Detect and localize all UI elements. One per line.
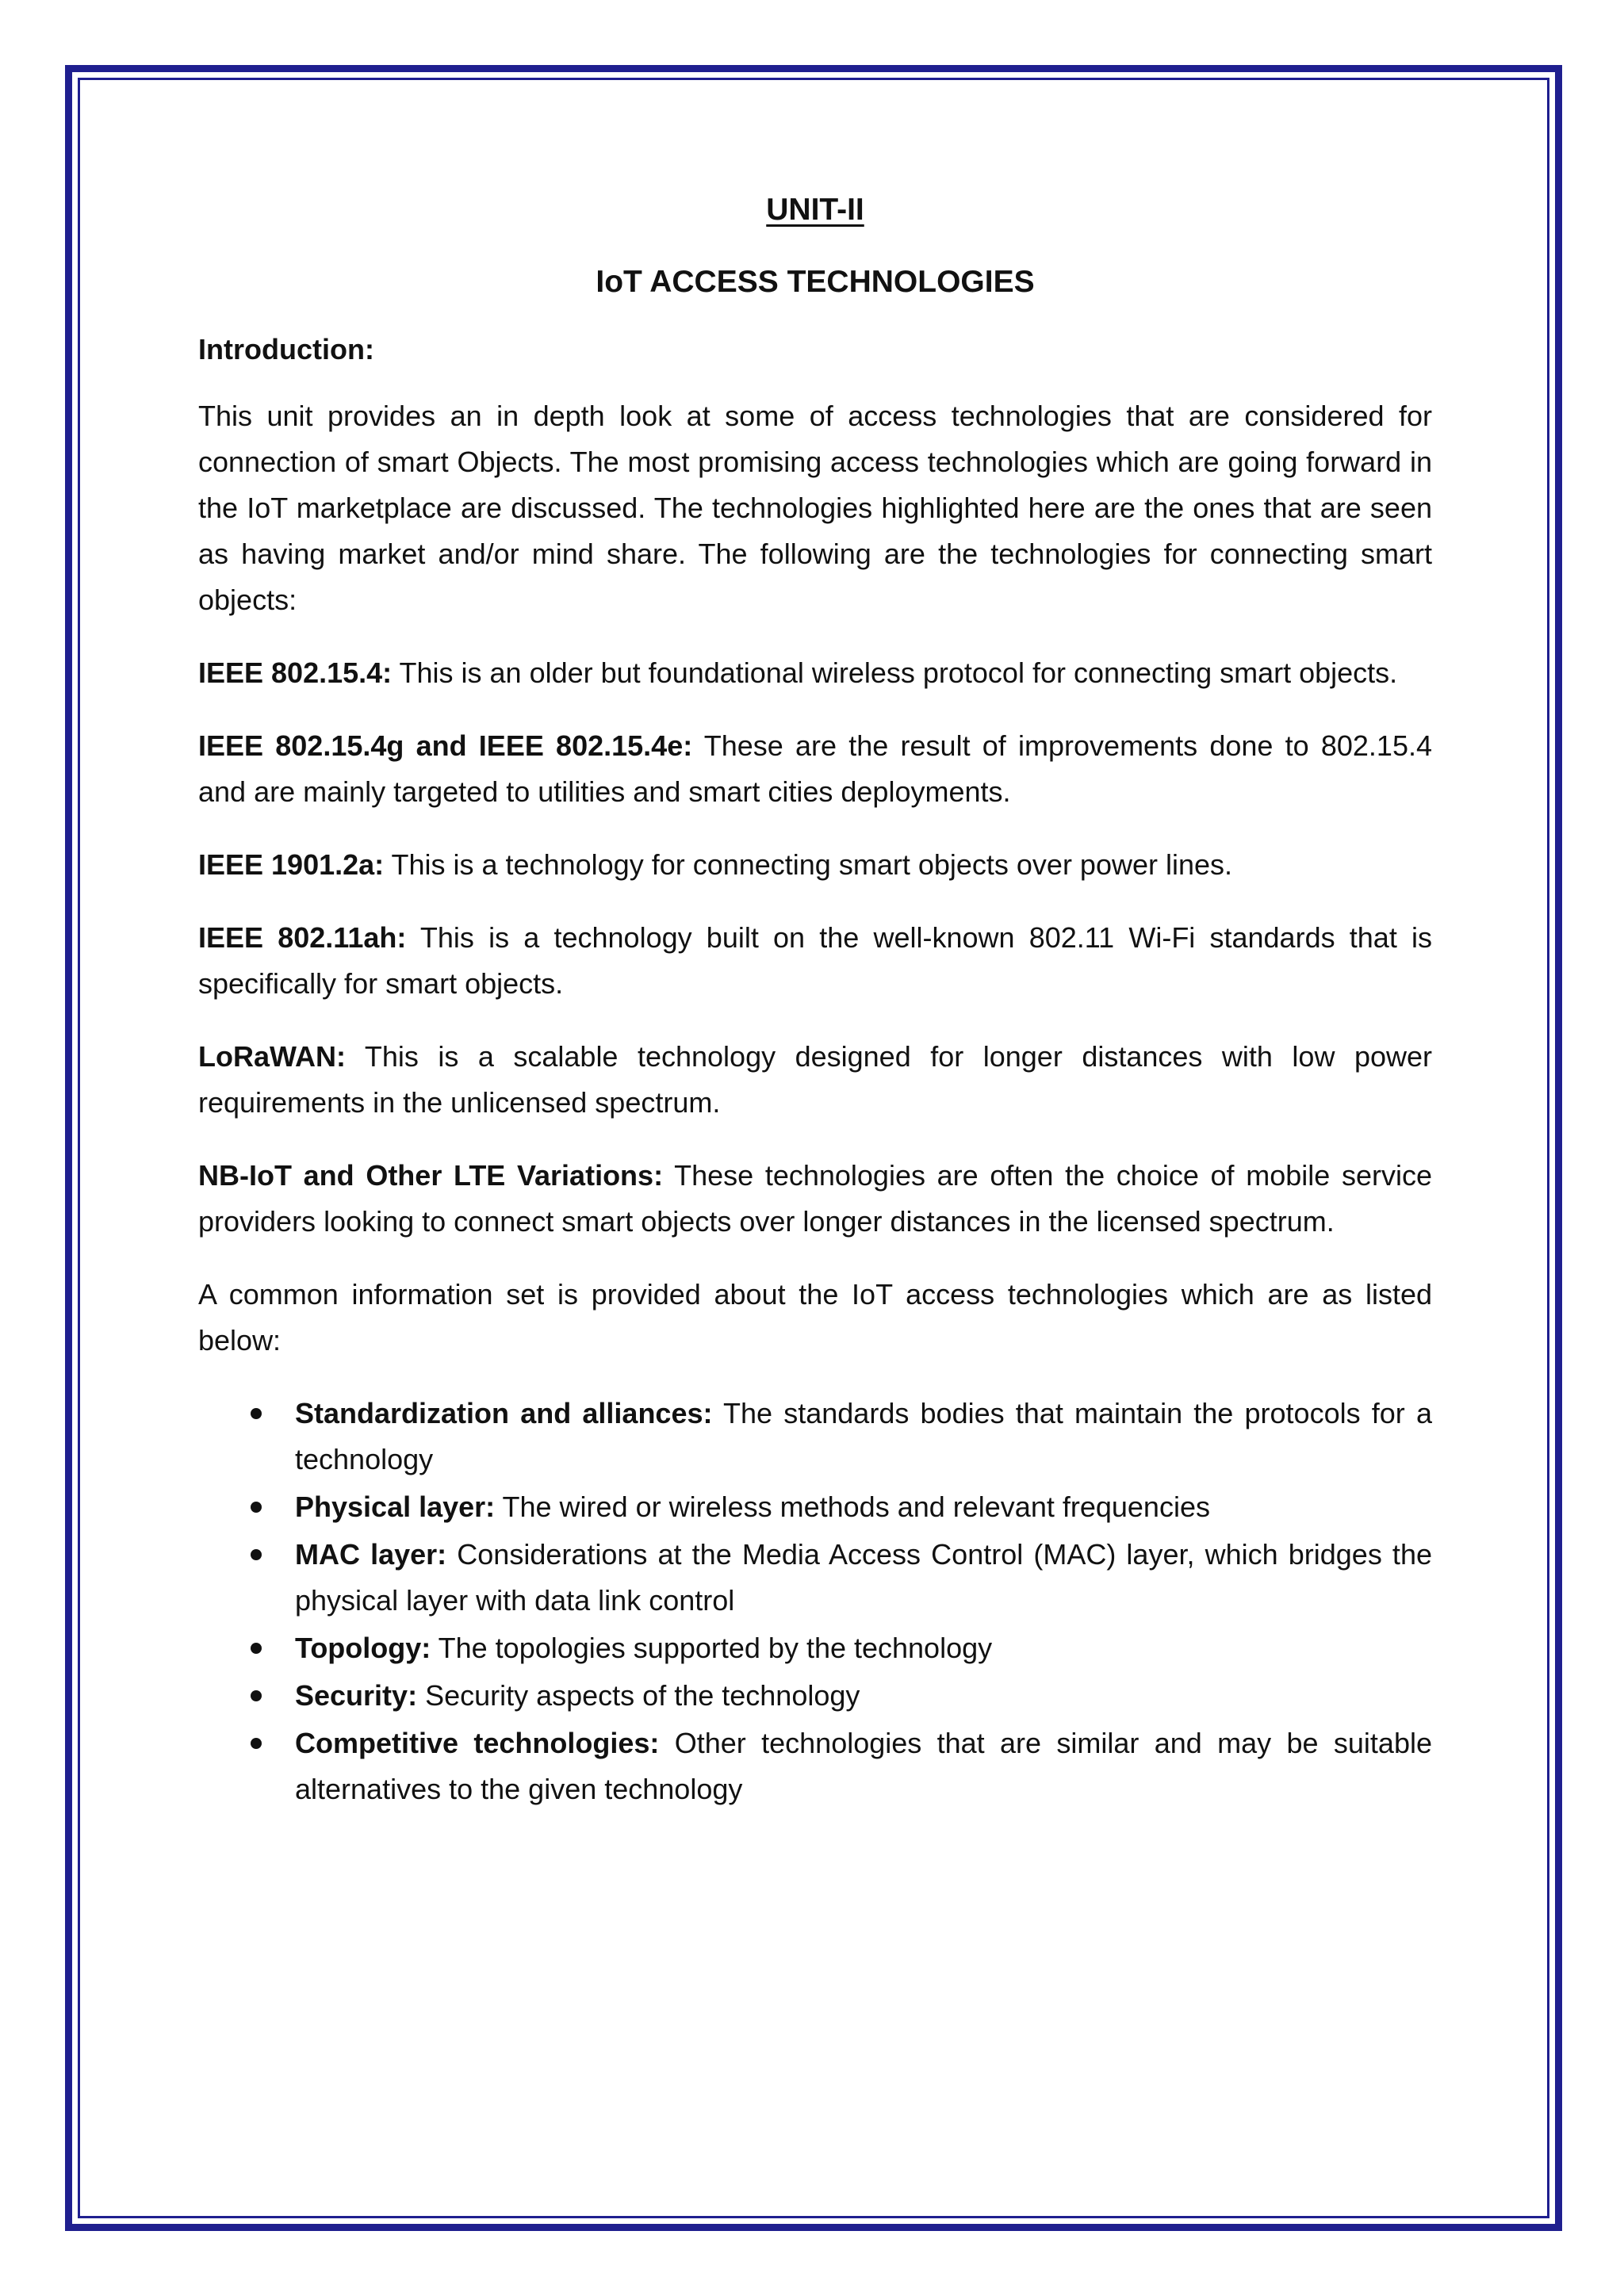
technology-description: This is a technology for connecting smart objects over power lines.: [384, 848, 1233, 881]
document-title: IoT ACCESS TECHNOLOGIES: [596, 264, 1035, 299]
technology-ieee-802-11ah: [198, 915, 1432, 1007]
bullet-icon: [251, 1690, 262, 1701]
list-item: [198, 1673, 1432, 1719]
list-item-term: Physical layer:: [295, 1490, 496, 1523]
technology-description: This is a technology built on the well-known 802.11 Wi-Fi standards that is specifically for smart objects.: [198, 920, 1433, 1000]
bullet-icon: [251, 1643, 262, 1654]
technology-term: LoRaWAN:: [198, 1039, 346, 1073]
list-item: [198, 1484, 1432, 1530]
technology-description: These technologies are often the choice of mobile service providers looking to connect smart objects over longer distances in the licensed spectrum.: [198, 1158, 1432, 1238]
list-item-description: Other technologies that are similar and may be suitable alternatives to the given technology: [295, 1726, 1432, 1805]
technology-description: This is an older but foundational wireless protocol for connecting smart objects.: [392, 656, 1398, 689]
list-item: [198, 1625, 1432, 1671]
list-item-description: The wired or wireless methods and relevant frequencies: [495, 1490, 1210, 1523]
bullet-icon: [251, 1502, 262, 1513]
info-set-intro: A common information set is provided about the IoT access technologies which are as listed below:: [198, 1277, 1432, 1357]
technology-term: IEEE 802.15.4:: [198, 656, 393, 689]
unit-heading: UNIT-II: [766, 193, 864, 227]
technology-term: IEEE 802.15.4g and IEEE 802.15.4e:: [198, 729, 693, 762]
info-set-list: [198, 1391, 1432, 1812]
bullet-icon: [251, 1408, 262, 1419]
technology-term: IEEE 1901.2a:: [198, 848, 385, 881]
technology-description: These are the result of improvements done to 802.15.4 and are mainly targeted to utilities and smart cities deployments.: [198, 729, 1432, 808]
list-item: [198, 1532, 1432, 1624]
list-item-description: The standards bodies that maintain the protocols for a technology: [295, 1396, 1432, 1475]
introduction-heading: Introduction:: [198, 333, 374, 366]
technology-term: IEEE 802.11ah:: [198, 920, 407, 954]
list-item-description: Considerations at the Media Access Control (MAC) layer, which bridges the physical layer with data link control: [295, 1537, 1432, 1617]
technology-lorawan: [198, 1034, 1432, 1126]
technology-ieee-802-15-4g-4e: [198, 723, 1432, 815]
list-item-description: The topologies supported by the technology: [431, 1631, 993, 1664]
technology-description: This is a scalable technology designed for longer distances with low power requirements in the unlicensed spectrum.: [198, 1039, 1432, 1119]
document-body: [198, 190, 1432, 1814]
technology-ieee-1901-2a: [198, 842, 1432, 888]
list-item-term: Security:: [295, 1678, 418, 1712]
technology-ieee-802-15-4: [198, 650, 1432, 696]
list-item-description: Security aspects of the technology: [417, 1678, 860, 1712]
technology-nb-iot-lte: [198, 1153, 1432, 1245]
bullet-icon: [251, 1738, 262, 1749]
list-item-term: Competitive technologies:: [295, 1726, 660, 1759]
bullet-icon: [251, 1549, 262, 1560]
list-item: [198, 1391, 1432, 1483]
list-item-term: Standardization and alliances:: [295, 1396, 713, 1429]
list-item: [198, 1720, 1432, 1812]
list-item-term: MAC layer:: [295, 1537, 447, 1571]
technology-term: NB-IoT and Other LTE Variations:: [198, 1158, 664, 1192]
introduction-paragraph: This unit provides an in depth look at some of access technologies that are considered for connection of smart Objects. The most promising access technologies which are going forward in the IoT marketplace are discussed. The technologies highlighted here are the ones that are seen as having market and/or mind share. The following are the technologies for connecting smart objects:: [198, 399, 1432, 616]
list-item-term: Topology:: [295, 1631, 431, 1664]
